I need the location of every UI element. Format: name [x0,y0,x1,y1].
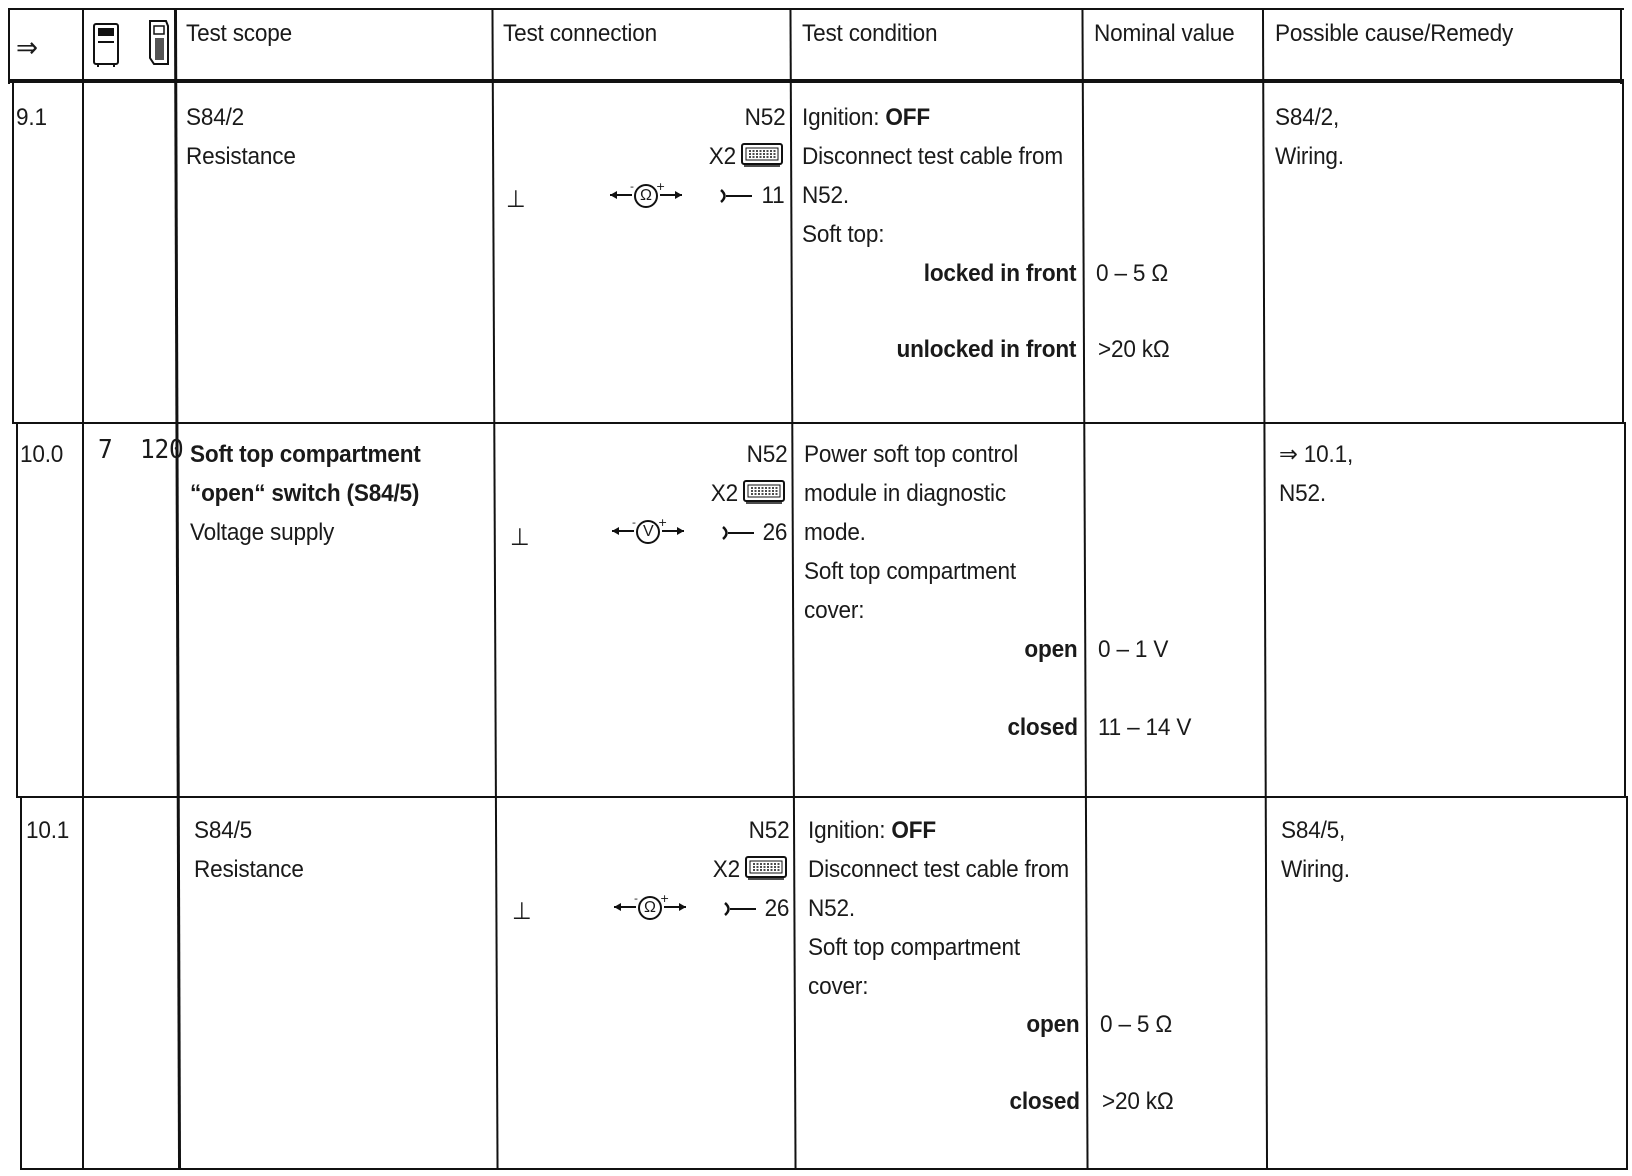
meter-symbol: Ω [644,899,656,916]
svg-text:+: + [656,180,666,193]
pin-icon [720,523,756,543]
col-line-0b [12,82,14,424]
condition-line: Soft top compartment [804,558,1016,585]
svg-text:-: - [634,892,638,905]
state-label: unlocked in front [896,336,1076,363]
col-line-4 [789,8,796,1170]
ground-symbol: ⊥ [510,524,530,551]
connector-icon [744,853,788,883]
remedy-line: S84/2, [1275,104,1340,131]
col-line-3 [491,8,498,1170]
module-label: N52 [746,441,787,468]
condition-line: module in diagnostic [804,480,1006,507]
col-line-1 [82,8,84,1170]
test-scope-line: “open“ switch (S84/5) [190,480,420,507]
col-line-0d [20,796,22,1170]
header-divider [8,79,1624,83]
col-line-0c [16,422,18,798]
state-label: open [1024,636,1078,663]
condition-line: N52. [808,895,855,922]
test-scope-line: Resistance [194,856,304,883]
test-scope-line: S84/2 [186,104,245,131]
condition-line: Power soft top control [804,441,1019,468]
svg-text:+: + [658,516,668,529]
col-line-5 [1081,8,1088,1170]
nominal-value: >20 kΩ [1102,1088,1174,1115]
condition-line: Disconnect test cable from [802,143,1063,170]
connector-icon [740,140,784,170]
hand-tester-icon [146,18,172,68]
state-label: closed [1007,714,1078,741]
remedy-line: ⇒ 10.1, [1279,441,1354,468]
step-number: 9.1 [16,104,47,131]
nominal-value: 0 – 1 V [1098,636,1169,663]
header-test-scope: Test scope [186,20,292,47]
nominal-value: >20 kΩ [1098,336,1170,363]
module-label: N52 [744,104,785,131]
nominal-value: 0 – 5 Ω [1100,1011,1172,1038]
module-label: N52 [748,817,789,844]
connector-label: X2 [708,143,736,170]
condition-line: mode. [804,519,866,546]
test-scope-line: Voltage supply [190,519,335,546]
row-divider-2 [16,796,1628,798]
header-test-connection: Test connection [503,20,657,47]
col-line-7c [1624,422,1626,798]
nominal-value: 11 – 14 V [1098,714,1192,741]
nominal-value: 0 – 5 Ω [1096,260,1168,287]
col-line-0 [8,8,10,84]
connector-label: X2 [712,856,740,883]
condition-line: cover: [804,597,865,624]
col-line-6 [1262,8,1268,1170]
pin-icon [718,186,754,206]
ground-symbol: ⊥ [512,898,532,925]
condition-line: N52. [802,182,849,209]
tester-value-b: 120 [140,435,184,465]
state-label: open [1026,1011,1080,1038]
header-nominal-value: Nominal value [1094,20,1235,47]
connector-icon [742,477,786,507]
remedy-line: Wiring. [1281,856,1350,883]
pin-number: 26 [762,519,787,546]
col-line-7 [1620,8,1622,84]
header-possible-cause: Possible cause/Remedy [1275,20,1514,47]
remedy-line: S84/5, [1281,817,1346,844]
meter-symbol: Ω [640,187,652,204]
condition-line: Ignition: OFF [802,104,930,131]
pin-number: 11 [761,182,785,209]
remedy-line: Wiring. [1275,143,1344,170]
multimeter-icon [92,22,120,68]
header-arrow: ⇒ [16,32,38,63]
header-test-condition: Test condition [802,20,938,47]
pin-number: 26 [764,895,789,922]
step-number: 10.0 [20,441,64,468]
col-line-7d [1626,796,1628,1170]
table-border-bottom [20,1168,1628,1170]
ground-symbol: ⊥ [506,186,526,213]
row-divider-1 [12,422,1626,424]
col-line-7b [1622,82,1624,424]
table-border-top [8,8,1624,10]
connector-label: X2 [710,480,738,507]
step-number: 10.1 [26,817,70,844]
test-scope-line: S84/5 [194,817,253,844]
test-scope-line: Resistance [186,143,296,170]
pin-icon [722,899,758,919]
state-label: closed [1009,1088,1080,1115]
condition-line: Soft top compartment [808,934,1020,961]
condition-line: Soft top: [802,221,885,248]
meter-symbol: V [643,523,654,540]
svg-text:+: + [660,892,670,905]
test-scope-line: Soft top compartment [190,441,421,468]
condition-line: Disconnect test cable from [808,856,1069,883]
col-line-2 [174,8,181,1170]
svg-text:-: - [632,516,636,529]
condition-line: Ignition: OFF [808,817,936,844]
tester-value-a: 7 [98,435,113,465]
state-label: locked in front [923,260,1076,287]
condition-line: cover: [808,973,869,1000]
remedy-line: N52. [1279,480,1326,507]
svg-text:-: - [630,180,634,193]
